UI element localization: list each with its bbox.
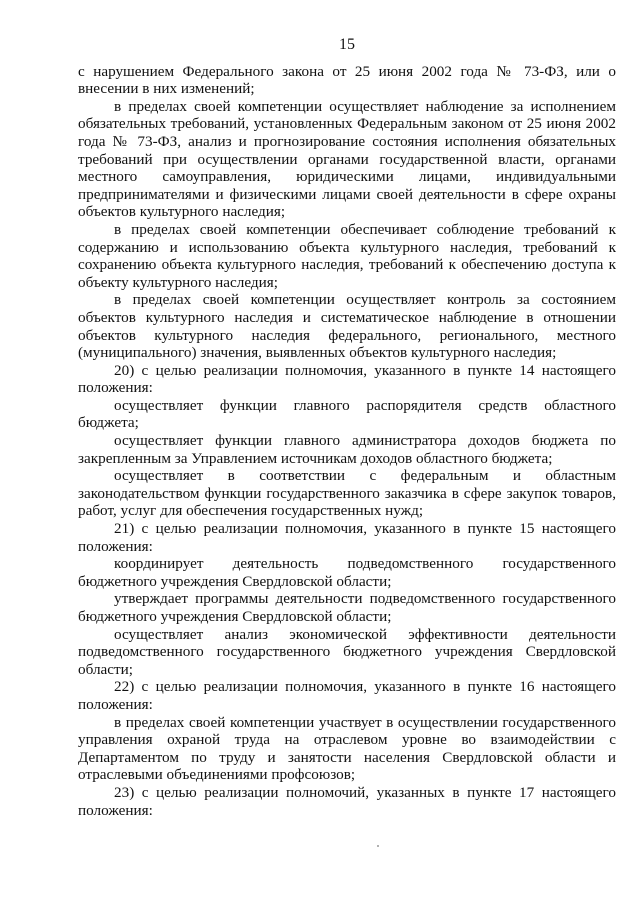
document-page <box>78 36 616 819</box>
paragraph: в пределах своей компетенции осуществляет наблюдение за исполнением обязательных требований, установленных Федеральным законом от 25 июня 2002 года № 73-ФЗ, анализ и прогнозирование состояния исполнения обязательных требований при осуществлении органами государственной власти, органами местного самоуправления, юридическими лицами, индивидуальными предпринимателями и физическими лицами своей деятельности в сфере охраны объектов культурного наследия; <box>78 97 616 221</box>
paragraph: в пределах своей компетенции участвует в осуществлении государственного управления охраной труда на отраслевом уровне во взаимодействии с Департаментом по труду и занятости населения Свердловской области и отраслевыми объединениями профсоюзов; <box>78 713 616 784</box>
paragraph-item-22: 22) с целью реализации полномочия, указанного в пункте 16 настоящего положения: <box>78 678 616 713</box>
scan-speck <box>377 845 379 847</box>
paragraph: осуществляет в соответствии с федеральным и областным законодательством функции государственного заказчика в сфере закупок товаров, работ, услуг для обеспечения государственных нужд; <box>78 467 616 520</box>
paragraph: осуществляет функции главного администратора доходов бюджета по закрепленным за Управлением источникам доходов областного бюджета; <box>78 432 616 467</box>
paragraph: в пределах своей компетенции осуществляет контроль за состоянием объектов культурного наследия и систематическое наблюдение в отношении объектов культурного наследия федерального, регионального, местного (муниципального) значения, выявленных объектов культурного наследия; <box>78 291 616 362</box>
paragraph: утверждает программы деятельности подведомственного государственного бюджетного учреждения Свердловской области; <box>78 590 616 625</box>
paragraph: осуществляет анализ экономической эффективности деятельности подведомственного государственного бюджетного учреждения Свердловской области; <box>78 625 616 678</box>
paragraph-continuation: с нарушением Федерального закона от 25 июня 2002 года № 73-ФЗ, или о внесении в них изменений; <box>78 62 616 98</box>
paragraph-item-21: 21) с целью реализации полномочия, указанного в пункте 15 настоящего положения: <box>78 520 616 555</box>
paragraph-item-23: 23) с целью реализации полномочий, указанных в пункте 17 настоящего положения: <box>78 783 616 819</box>
paragraph: в пределах своей компетенции обеспечивает соблюдение требований к содержанию и использованию объекта культурного наследия, требований к сохранению объекта культурного наследия, требований к обеспечению доступа к объекту культурного наследия; <box>78 220 616 291</box>
paragraph: координирует деятельность подведомственного государственного бюджетного учреждения Свердловской области; <box>78 555 616 590</box>
paragraph: осуществляет функции главного распорядителя средств областного бюджета; <box>78 396 616 432</box>
page-number: 15 <box>339 36 355 53</box>
paragraph-item-20: 20) с целью реализации полномочия, указанного в пункте 14 настоящего положения: <box>78 361 616 397</box>
